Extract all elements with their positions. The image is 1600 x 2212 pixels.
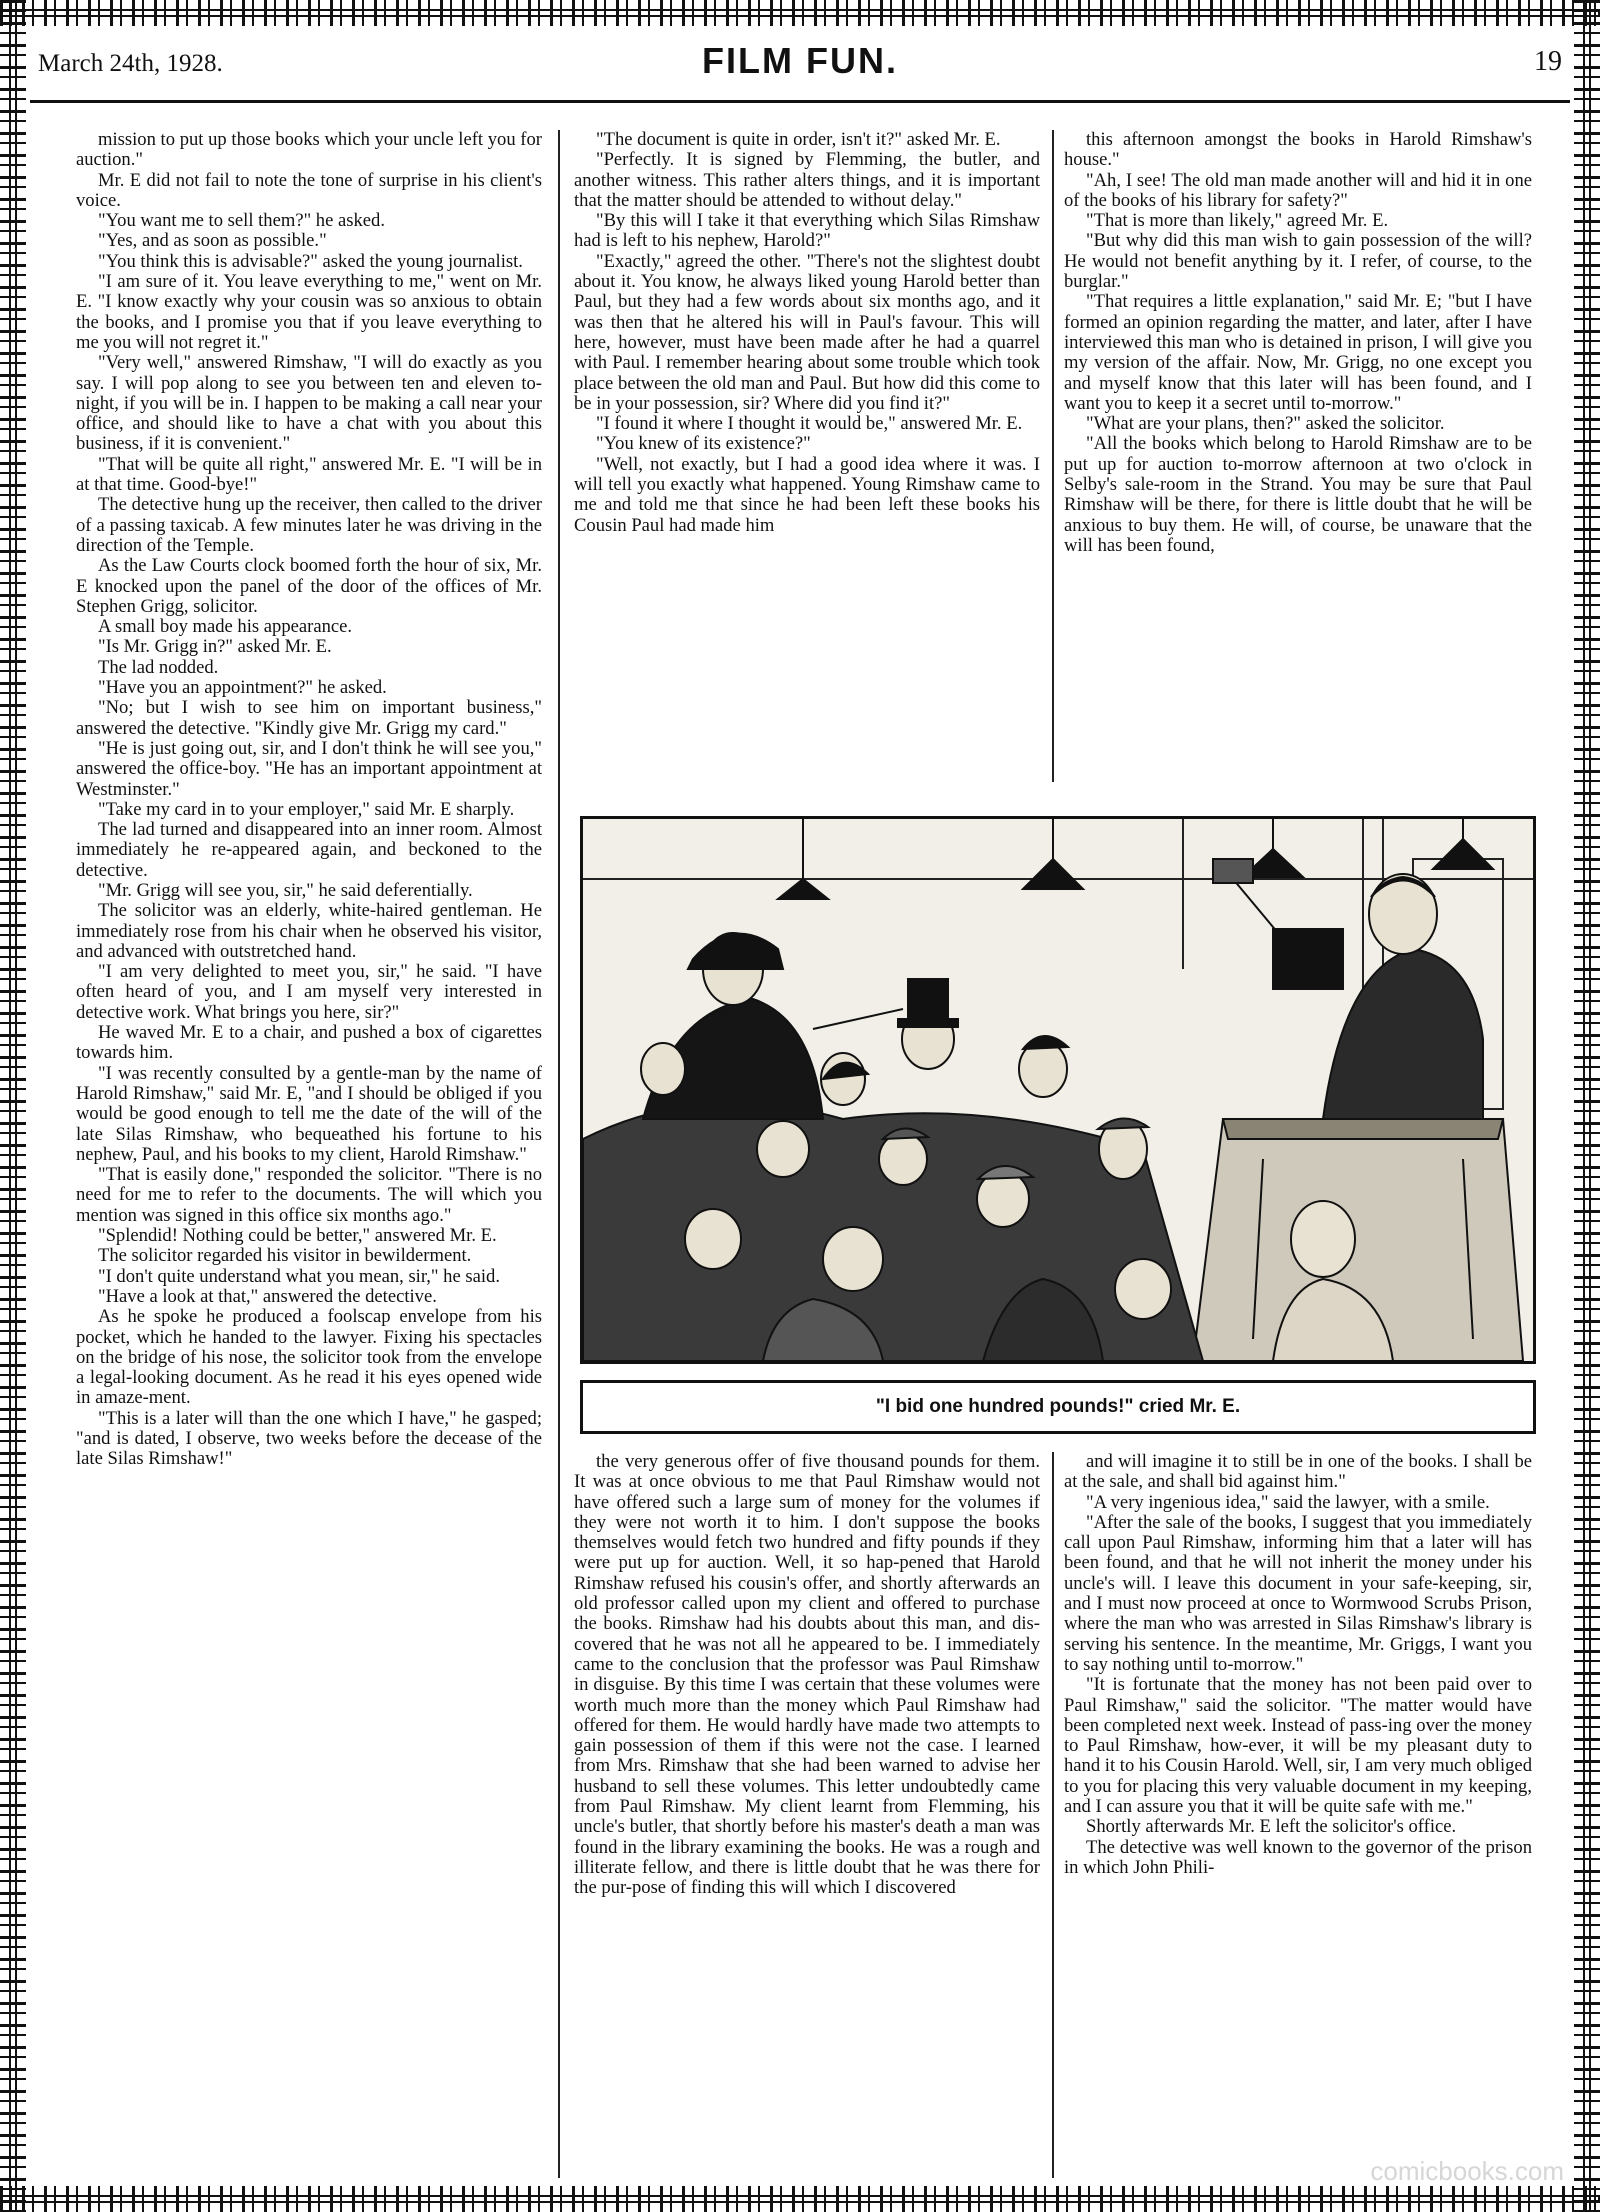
article-paragraph: "That is easily done," responded the solicitor. "There is no need for me to refer to the documents. The will which you mention was signed in this office six months ago." <box>76 1164 542 1226</box>
top-border-ornament <box>0 0 1600 26</box>
header-rule <box>30 100 1570 103</box>
column-divider-right-top <box>1052 130 1054 782</box>
left-border-ornament <box>0 0 26 2212</box>
magazine-title: FILM FUN. <box>702 40 898 81</box>
article-paragraph: "Mr. Grigg will see you, sir," he said deferentially. <box>98 879 473 901</box>
article-paragraph: "It is fortunate that the money has not been paid over to Paul Rimshaw," said the solicitor. "The matter would have been completed next week. Instead of pass-ing over the money to Paul Rimshaw, how-ever, it will be my pleasant duty to hand it to his Cousin Harold. Well, sir, I am very much obliged to you for placing this very valuable document in my keeping, and I can assure you that it will be quite safe with me." <box>1064 1674 1532 1818</box>
article-paragraph: "That will be quite all right," answered Mr. E. "I will be in at that time. Good-bye!" <box>76 453 542 496</box>
column-left <box>76 130 542 2178</box>
auction-illustration <box>580 816 1536 1364</box>
article-paragraph: this afternoon amongst the books in Harold Rimshaw's house." <box>1064 130 1532 171</box>
bottom-border-ornament <box>0 2186 1600 2212</box>
article-paragraph: "Have a look at that," answered the detective. <box>98 1285 437 1307</box>
illustration-caption: "I bid one hundred pounds!" cried Mr. E. <box>580 1380 1536 1434</box>
article-paragraph: "All the books which belong to Harold Rimshaw are to be put up for auction to-morrow afternoon at two o'clock in Selby's sale-room in the Strand. You may be sure that Paul Rimshaw will be there, for there is little doubt that he will be anxious to buy them. He will, of course, be unaware that the will has been found, <box>1064 433 1532 556</box>
article-paragraph: "I was recently consulted by a gentle-man by the name of Harold Rimshaw," said Mr. E, "and I should be obliged if you would be good enough to tell me the date of the will of the late Silas Rimshaw, who bequeathed his fortune to his nephew, Paul, and his books to my client, Harold Rimshaw." <box>76 1062 542 1165</box>
article-paragraph: "You want me to sell them?" he asked. <box>98 210 385 232</box>
article-paragraph: Shortly afterwards Mr. E left the solicitor's office. <box>1086 1816 1457 1838</box>
article-paragraph: "The document is quite in order, isn't it?" asked Mr. E. <box>596 130 1001 150</box>
article-paragraph: "I am very delighted to meet you, sir," he said. "I have often heard of you, and I am myself very interested in detective work. What brings you here, sir?" <box>76 961 542 1023</box>
article-paragraph: The lad nodded. <box>98 656 219 678</box>
article-paragraph: "No; but I wish to see him on important business," answered the detective. "Kindly give Mr. Grigg my card." <box>76 697 542 739</box>
site-watermark: comicbooks.com <box>1370 2156 1564 2186</box>
article-paragraph: "Yes, and as soon as possible." <box>98 230 327 252</box>
article-paragraph: "I am sure of it. You leave everything to me," went on Mr. E. "I know exactly why your cousin was so anxious to obtain the books, and I promise you that if you leave everything to me you will not regret it." <box>76 271 542 353</box>
page-number: 19 <box>1534 46 1562 77</box>
article-paragraph: "Exactly," agreed the other. "There's not the slightest doubt about it. You know, he always liked young Harold better than Paul, but they had a few words about six months ago, and it was then that he altered his will in Paul's favour. This will here, however, must have been made after he had a quarrel with Paul. I remember hearing about some trouble which took place between the old man and Paul. But how did this come to be in your possession, sir? Where did you find it?" <box>574 250 1040 414</box>
page-header <box>30 28 1570 88</box>
article-paragraph: The solicitor regarded his visitor in bewilderment. <box>98 1245 472 1267</box>
column-right-top <box>1064 130 1532 782</box>
article-paragraph: "I don't quite understand what you mean, sir," he said. <box>98 1265 500 1287</box>
article-paragraph: The solicitor was an elderly, white-haired gentleman. He immediately rose from his chair when he observed his visitor, and advanced with outstretched hand. <box>76 900 542 962</box>
article-paragraph: "You think this is advisable?" asked the young journalist. <box>98 250 523 272</box>
article-paragraph: "But why did this man wish to gain possession of the will? He would not benefit anything by it. I refer, of course, to the burglar." <box>1064 230 1532 293</box>
column-divider-right-bottom <box>1052 1452 1054 2178</box>
article-paragraph: "Ah, I see! The old man made another will and hid it in one of the books of his library for safety?" <box>1064 169 1532 211</box>
article-paragraph: "Have you an appointment?" he asked. <box>98 677 387 699</box>
article-paragraph: and will imagine it to still be in one of the books. I shall be at the sale, and shall bid against him." <box>1064 1452 1532 1493</box>
right-border-ornament <box>1574 0 1600 2212</box>
article-paragraph: mission to put up those books which your uncle left you for auction." <box>76 130 542 171</box>
article-paragraph: The detective hung up the receiver, then called to the driver of a passing taxicab. A few minutes later he was driving in the direction of the Temple. <box>76 494 542 556</box>
article-paragraph: "A very ingenious idea," said the lawyer, with a smile. <box>1086 1491 1490 1513</box>
article-paragraph: Mr. E did not fail to note the tone of surprise in his client's voice. <box>76 169 542 211</box>
article-paragraph: "That is more than likely," agreed Mr. E. <box>1086 210 1389 232</box>
article-paragraph: "After the sale of the books, I suggest that you immediately call upon Paul Rimshaw, informing him that a later will has been found, and that he will not inherit the money under his uncle's will. I leave this document in your safe-keeping, sir, and I must now proceed at once to Wormwood Scrubs Prison, where the man who was arrested in Silas Rimshaw's library is serving his sentence. In the meantime, Mr. Griggs, I want you to say nothing until to-morrow." <box>1064 1511 1532 1675</box>
article-paragraph: "Take my card in to your employer," said Mr. E sharply. <box>98 798 515 820</box>
column-right-bottom <box>1064 1452 1532 2178</box>
column-middle-top <box>574 130 1040 782</box>
article-paragraph: "This is a later will than the one which I have," he gasped; "and is dated, I observe, two weeks before the decease of the late Silas Rimshaw!" <box>76 1407 542 1470</box>
article-paragraph: The detective was well known to the governor of the prison in which John Phili- <box>1064 1836 1532 1878</box>
column-divider-left <box>558 130 560 2178</box>
article-paragraph: "That requires a little explanation," said Mr. E; "but I have formed an opinion regarding the matter, and later, after I have interviewed this man who is detained in prison, I will give you my version of the affair. Now, Mr. Grigg, no one except you and myself know that this later will has been found, and I want you to keep it a secret until to-morrow." <box>1064 291 1532 414</box>
article-paragraph: "He is just going out, sir, and I don't think he will see you," answered the office-boy. "He has an important appointment at Westminster." <box>76 737 542 800</box>
article-paragraph: "Is Mr. Grigg in?" asked Mr. E. <box>98 636 332 658</box>
article-paragraph: A small boy made his appearance. <box>98 616 353 638</box>
article-paragraph: "Very well," answered Rimshaw, "I will do exactly as you say. I will pop along to see you between ten and eleven to-night, if you will be in. I happen to be making a call near your office, and should like to have a chat with you about this business, if it is convenient." <box>76 352 542 455</box>
article-paragraph: the very generous offer of five thousand pounds for them. It was at once obvious to me that Paul Rimshaw would not have offered such a large sum of money for the volumes if they were not worth it to him. I don't suppose the books themselves would fetch two hundred and fifty pounds if they were put up for auction. Well, it so hap-pened that Harold Rimshaw refused his cousin's offer, and shortly afterwards an old professor called upon my client and offered to purchase the books. Rimshaw had his doubts about this man, and dis-covered that he was not all he appeared to be. I immediately came to the conclusion that the professor was Paul Rimshaw in disguise. By this time I was certain that these volumes were worth much more than the money which Paul Rimshaw had offered for them. He would hardly have made two attempts to gain possession of them if this were not the case. I learned from Mrs. Rimshaw that she had been warned to advise her husband to sell these volumes. This letter undoubtedly came from Paul Rimshaw. My client learnt from Flemming, his uncle's butler, that shortly before his master's death a man was found in the library examining the books. He was a rough and illiterate fellow, and there is little doubt that he was there for the pur-pose of finding this will which I discovered <box>574 1452 1040 1899</box>
article-paragraph: "By this will I take it that everything which Silas Rimshaw had is left to his nephew, Harold?" <box>574 210 1040 252</box>
article-paragraph: "Well, not exactly, but I had a good idea where it was. I will tell you exactly what happened. Young Rimshaw came to me and told me that since he had been left these books his Cousin Paul had made him <box>574 453 1040 536</box>
article-paragraph: As the Law Courts clock boomed forth the hour of six, Mr. E knocked upon the panel of the door of the offices of Mr. Stephen Grigg, solicitor. <box>76 555 542 617</box>
article-paragraph: "You knew of its existence?" <box>596 433 811 455</box>
article-paragraph: The lad turned and disappeared into an inner room. Almost immediately he re-appeared again, and beckoned to the detective. <box>76 819 542 881</box>
article-paragraph: "Perfectly. It is signed by Flemming, the butler, and another witness. This rather alters things, and it is important that the matter should be attended to without delay." <box>574 149 1040 211</box>
article-paragraph: "What are your plans, then?" asked the solicitor. <box>1086 413 1445 435</box>
article-paragraph: He waved Mr. E to a chair, and pushed a box of cigarettes towards him. <box>76 1022 542 1064</box>
column-middle-bottom <box>574 1452 1040 2178</box>
issue-date: March 24th, 1928. <box>38 50 223 77</box>
article-paragraph: As he spoke he produced a foolscap envelope from his pocket, which he handed to the lawyer. Fixing his spectacles on the bridge of his nose, the solicitor took from the envelope a legal-looking document. As he read it his eyes opened wide in amaze-ment. <box>76 1306 542 1409</box>
article-paragraph: "I found it where I thought it would be," answered Mr. E. <box>596 413 1023 435</box>
article-paragraph: "Splendid! Nothing could be better," answered Mr. E. <box>98 1225 497 1247</box>
